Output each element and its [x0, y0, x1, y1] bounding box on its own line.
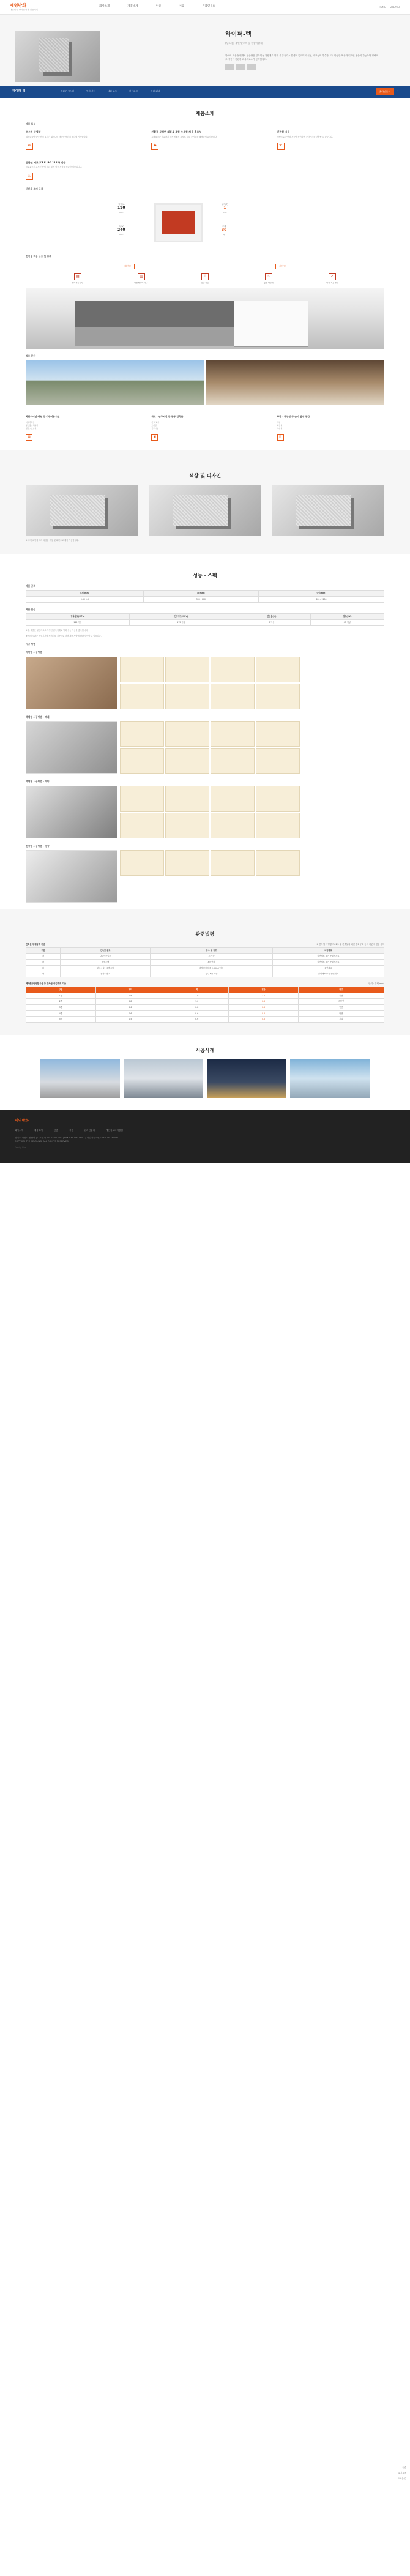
install-step [120, 850, 164, 876]
sitemap-link[interactable]: SITEMAP [389, 5, 400, 9]
structure-item: ♨ 불연 마감재 [264, 274, 274, 285]
install-step [211, 748, 255, 774]
product-hero [0, 15, 410, 86]
tab-fire-door[interactable]: 방화문 시스템 [61, 90, 74, 93]
install-step [165, 850, 209, 876]
use-group-title: 주방 · 화장실 등 습기 발생 공간 [277, 415, 310, 419]
install-steps [120, 850, 304, 903]
case-photo[interactable] [290, 1059, 370, 1098]
tab-panel[interactable]: 방화 패널 [151, 90, 160, 93]
install-step [165, 684, 209, 709]
install-method-title: 벽체형 시공방법 - 폐쇄 [26, 715, 50, 719]
table-row: 1종 0.8 1.0 1.0 불연 [26, 993, 384, 999]
thumbnail-list [225, 64, 378, 70]
current-section: 하이퍼-텍 [12, 89, 26, 94]
uses-label: 적용 분야 [26, 354, 35, 357]
feature-title: 친환경 무석면 제품을 통한 우수한 차음·흡음성 [151, 130, 202, 134]
design-note: ※ 고객 요청에 따라 다양한 색상 및 패턴으로 제작 가능합니다. [26, 539, 79, 542]
install-method [26, 715, 384, 774]
install-step [211, 721, 255, 747]
list-item: 화장실 [277, 424, 283, 427]
section-title: 시공사례 [195, 1047, 215, 1053]
use-grid [26, 405, 384, 450]
fire-icon: ♨ [26, 173, 33, 180]
use-photos [26, 360, 384, 405]
quick-link[interactable]: 회사소개 [398, 2471, 406, 2474]
list-item: 주방 [277, 420, 281, 424]
home-link[interactable]: HOME [378, 5, 386, 9]
install-step [120, 813, 164, 838]
case-gallery [0, 1059, 410, 1098]
quick-link[interactable]: 오시는 길 [397, 2477, 406, 2480]
table-header: 두께(mm) 폭(mm) 길이(mm) [26, 591, 384, 597]
cases-section [0, 1047, 410, 1099]
perf-note-1: ※ 본 제품은 불연재료로 지정된 건축자재로 방화 성능 기준을 충족합니다. [26, 629, 89, 632]
kitchen-icon: ◫ [277, 434, 284, 441]
install-step [165, 748, 209, 774]
design-image-3 [272, 485, 384, 536]
fire-icon: ♨ [265, 273, 272, 280]
dim-weight: 무게 30 kg [222, 225, 227, 236]
building-icon: ▦ [26, 434, 32, 441]
section-label: 제품 특성 [26, 122, 35, 125]
case-photo[interactable] [40, 1059, 120, 1098]
footer-logo: 세영방화 [15, 1119, 29, 1124]
thickness-table [26, 987, 384, 1023]
install-method-title: 바닥형 시공방법 [26, 651, 42, 654]
install-photo [26, 657, 117, 709]
util-links [379, 6, 400, 9]
panel-diagram [154, 203, 203, 242]
list-item: 공연장 / 체육관 [26, 424, 39, 427]
feature-desc: 국토교통부 고시 기준에 따른 불연 성능 시험을 통과한 제품입니다. [26, 166, 83, 169]
table-header: 항복강도(MPa) 인장강도(MPa) 연신율(%) 경도(HV) [26, 614, 384, 620]
install-step [256, 657, 300, 682]
use-photo-kitchen [206, 360, 384, 405]
structure-item: ✓ 마감 시공 완료 [326, 274, 338, 285]
table-row: 라 공장 · 창고 층수 6층 이상 불연재료 또는 난연재료 [26, 971, 384, 977]
perf-note-2: ※ 시험 결과는 시험기관의 성적서를 기준으로 하며 제품 사양에 따라 상이할 수 있습니다. [26, 635, 102, 638]
structure-icons [62, 273, 348, 284]
install-step [211, 813, 255, 838]
section-title: 제품소개 [195, 111, 215, 116]
install-photo [26, 850, 117, 903]
section-title: 관련법령 [195, 931, 215, 938]
install-step [165, 813, 209, 838]
sound-icon: ♪ [201, 273, 209, 280]
leaf-icon: ♣ [151, 143, 158, 150]
install-steps [120, 721, 304, 774]
use-group [151, 415, 258, 441]
install-photo [26, 721, 117, 774]
structure-tags [50, 264, 360, 269]
feature-desc: 경량으로 운반과 시공이 용이하며 공사기간을 단축할 수 있습니다. [277, 135, 333, 138]
quick-link[interactable]: 인증 [402, 2466, 406, 2469]
use-group [277, 415, 384, 441]
spec-label: 단판용 부재 규격 [26, 187, 43, 191]
layer-icon: ▤ [74, 273, 81, 280]
use-group-title: 학교 · 연구시설 등 공공 건축물 [151, 415, 184, 419]
install-step [256, 721, 300, 747]
thumbnail[interactable] [247, 64, 256, 70]
footer-link[interactable]: 회사소개 [15, 1129, 23, 1132]
table-row: 가 다중이용업소 모든 층 불연재료 또는 준불연재료 [26, 954, 384, 960]
law-section [0, 909, 410, 1035]
law-table-note: 단위 : 두께(mm) [368, 982, 384, 985]
menu-item-cert[interactable]: 인증 [155, 5, 162, 9]
install-method [26, 651, 384, 709]
feature-card [151, 130, 258, 150]
law-table [26, 947, 384, 977]
dim-length: 길이(L) 190 mm [117, 203, 125, 214]
tab-board[interactable]: 내화 보드 [108, 90, 117, 93]
table-row: 2종 0.8 1.0 0.8 준불연 [26, 999, 384, 1005]
tab-hypertech[interactable]: 하이퍼-텍 [129, 90, 139, 93]
table-row: 5종 0.5 0.6 0.6 기타 [26, 1017, 384, 1023]
hero-text [225, 31, 378, 77]
install-step [165, 721, 209, 747]
install-steps [120, 786, 304, 838]
menu-item-install[interactable]: 시공 [179, 5, 185, 9]
footer-copyright: COPYRIGHT © SEYOUNG. ALL RIGHTS RESERVED. [15, 1140, 70, 1143]
list-item: 도서관 [151, 424, 157, 427]
menu-item-products[interactable]: 제품소개 [127, 5, 138, 9]
footer-link[interactable]: 인증 [53, 1129, 58, 1132]
footer-link[interactable]: 제품소개 [34, 1129, 43, 1132]
spec-diagram [26, 195, 384, 250]
structure-item: ▥ 단열재 / 석고보드 [134, 274, 149, 285]
law-table-title: 제2종근린생활시설 등 건축물 마감재료 기준 [26, 982, 67, 985]
install-label: 시공 방법 [26, 642, 35, 646]
feature-grid [26, 128, 384, 182]
feature-card [26, 130, 133, 150]
use-group [26, 415, 133, 441]
sub-tabs [56, 90, 164, 93]
footer-link[interactable]: 온라인문의 [84, 1129, 95, 1132]
footer [0, 1110, 410, 1163]
building-illustration [26, 288, 384, 349]
install-step [120, 684, 164, 709]
install-step [256, 684, 300, 709]
tool-icon: ⚒ [277, 143, 285, 150]
top-nav [0, 0, 410, 15]
perf-section [0, 566, 410, 903]
table-header: 구분 건축물 용도 층수 및 규모 마감재료 [26, 947, 384, 954]
structure-item: ▤ 알루미늄 판넬 [72, 274, 84, 285]
section-title: 색상 및 디자인 [189, 473, 221, 479]
tab-fire-shutter[interactable]: 방화 셔터 [86, 90, 96, 93]
install-photo [26, 786, 117, 838]
case-photo[interactable] [124, 1059, 203, 1098]
dim-thickness: 두께(T) 1 mm [222, 203, 228, 214]
layer-icon: ▥ [138, 273, 145, 280]
list-item: 샤워실 [277, 427, 283, 430]
feature-card [277, 130, 384, 150]
thumbnail[interactable] [225, 64, 234, 70]
list-item: 학교 교실 [151, 420, 159, 424]
intro-section [0, 110, 410, 450]
structure-item: ♪ 흡음·차음 [201, 274, 209, 285]
list-item: 지하주차장 [26, 420, 35, 424]
install-step [256, 850, 300, 876]
install-step [120, 657, 164, 682]
design-image-2 [149, 485, 261, 536]
hero-product-image [15, 31, 100, 82]
table-row: 0.8 / 1.0 300 / 600 600 / 1200 [26, 597, 384, 603]
table-row: 다 판매시설 · 숙박시설 바닥면적 합계 2,000㎡ 이상 불연재료 [26, 965, 384, 971]
thumbnail[interactable] [236, 64, 245, 70]
menu-item-inquiry[interactable]: 온라인문의 [202, 5, 215, 9]
sub-nav [0, 86, 410, 98]
install-step [120, 721, 164, 747]
list-item: 병원 / 요양원 [26, 427, 37, 430]
menu-item-company[interactable]: 회사소개 [99, 5, 110, 9]
table-header: 구분 바닥 벽 천장 비고 [26, 987, 384, 993]
chevron-right-icon[interactable]: › [397, 89, 398, 94]
prop-table-label: 제품 물성 [26, 607, 35, 611]
footer-link[interactable]: 개인정보처리방침 [106, 1129, 123, 1132]
school-icon: ▣ [151, 434, 158, 441]
table-row: 4종 0.6 0.6 0.6 난연 [26, 1010, 384, 1017]
feature-title: 우수한 단열성 [26, 130, 41, 134]
install-step [165, 786, 209, 812]
install-method-title: 천장형 시공방법 - 경량 [26, 844, 50, 848]
install-step [256, 748, 300, 774]
use-photo-parking [26, 360, 204, 405]
logo[interactable]: 세영방화 대한민국 방화건자재 전문기업 [10, 2, 77, 12]
product-subtitle: (상표명) 불연 알루미늄 천장마감재 [225, 41, 263, 45]
install-step [211, 684, 255, 709]
logo-accent: 방화 [18, 2, 27, 8]
tag-inner: 내단열 [121, 264, 134, 269]
table-row: 나 공동주택 3층 이상 불연재료 또는 준불연재료 [26, 960, 384, 966]
design-image-1 [26, 485, 138, 536]
footer-link[interactable]: 시공 [69, 1129, 73, 1132]
feature-title: 준불연 재료(KS F ISO 1182) 인증 [26, 160, 66, 164]
install-method [26, 845, 384, 903]
quick-menu [398, 2466, 406, 2481]
install-method [26, 780, 384, 838]
install-step [120, 786, 164, 812]
main-menu [99, 5, 215, 9]
install-step [256, 813, 300, 838]
check-icon: ✓ [329, 273, 336, 280]
install-step [211, 850, 255, 876]
list-item: 연구시설 [151, 427, 158, 430]
design-section [0, 450, 410, 554]
dim-width: 폭(W) 240 mm [117, 225, 125, 236]
table-row: 3종 0.6 0.8 0.8 난연 [26, 1004, 384, 1010]
install-step [256, 786, 300, 812]
install-step [211, 657, 255, 682]
spec-table [26, 590, 384, 602]
design-images [26, 485, 384, 536]
logo-tagline: 대한민국 방화건자재 전문기업 [10, 9, 39, 12]
install-step [165, 657, 209, 682]
install-steps [120, 657, 304, 709]
use-group-title: 복합터미널·병원 등 다중이용시설 [26, 415, 60, 419]
family-site-select[interactable]: Family Site [15, 1146, 26, 1149]
spec-table-label: 제품 규격 [26, 584, 35, 588]
feature-desc: 유해물질을 함유하지 않은 친환경 소재로 실내 공기질을 쾌적하게 유지합니다. [151, 135, 217, 138]
section-title: 성능 · 스펙 [193, 573, 217, 579]
product-description: 하이퍼-텍은 불연재로 인증받은 알루미늄 천장재로 화재 시 유독가스 발생이 없으며 내식성, 내구성이 우수합니다. 다양한 색상과 디자인 연출이 가능하며 경량으로 시공이 간편하고 유지보수가 용이합니다. [225, 54, 378, 61]
install-step [120, 748, 164, 774]
thermometer-icon: ❄ [26, 143, 33, 150]
install-step [211, 786, 255, 812]
inquiry-button[interactable]: 온라인문의 [376, 88, 394, 95]
property-table [26, 613, 384, 625]
product-title: 하이퍼-텍 [225, 31, 252, 38]
footer-address: 경기도 화성시 팔탄면 | 대표전화 031-000-0000 | FAX 031-000-0001 | 사업자등록번호 000-00-00000 [15, 1137, 118, 1140]
law-table-title: 건축물의 내장재 기준 [26, 943, 45, 946]
feature-title: 간편한 시공 [277, 130, 290, 134]
feature-desc: 열전도율이 낮아 단열 효과가 뛰어나며 냉난방 에너지 절감에 기여합니다. [26, 135, 88, 138]
tag-outer: 외단열 [275, 264, 289, 269]
footer-menu [15, 1129, 395, 1132]
structure-label: 건축물 적용 구조 및 효과 [26, 254, 51, 258]
law-table-note: ※ 건축법 시행령 제61조 및 건축물의 피난·방화구조 등의 기준에 관한 규칙 [316, 943, 384, 946]
install-method-title: 벽체형 시공방법 - 개방 [26, 780, 50, 783]
case-photo[interactable] [207, 1059, 286, 1098]
table-row: 145 이상 175 이상 3 이상 45 이상 [26, 619, 384, 625]
feature-card [26, 161, 133, 181]
